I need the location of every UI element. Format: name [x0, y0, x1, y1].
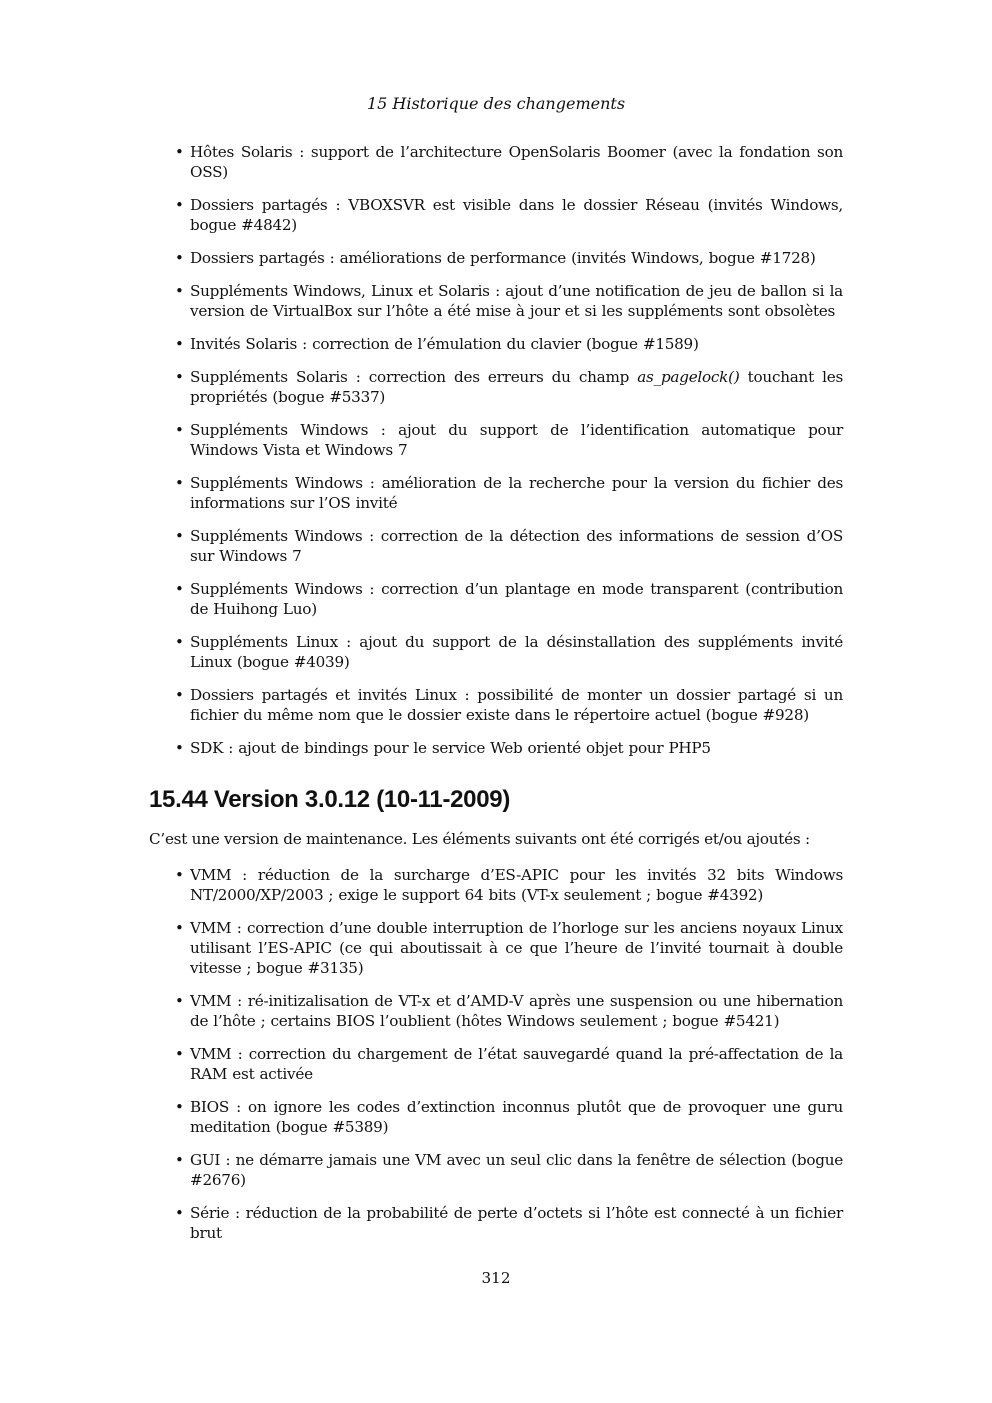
list-item-text: Invités Solaris : correction de l’émulation du clavier (bogue #1589) — [190, 335, 699, 353]
bullet-icon: • — [175, 633, 184, 651]
list-item-text: Suppléments Windows : amélioration de la recherche pour la version du fichier des informations sur l’OS invité — [190, 474, 843, 512]
bullet-icon: • — [175, 739, 184, 757]
changelog-list-version-3-0-12 — [149, 865, 843, 1243]
bullet-icon: • — [175, 196, 184, 214]
bullet-icon: • — [175, 421, 184, 439]
list-item — [175, 142, 843, 182]
list-item-text: Suppléments Windows, Linux et Solaris : ajout d’une notification de jeu de ballon si la version de VirtualBox sur l’hôte a été mise à jour et si les suppléments sont obsolètes — [190, 282, 843, 320]
bullet-icon: • — [175, 1204, 184, 1222]
page-number: 312 — [481, 1269, 511, 1287]
list-item — [175, 334, 843, 354]
list-item-text: Dossiers partagés : améliorations de performance (invités Windows, bogue #1728) — [190, 249, 816, 267]
bullet-icon: • — [175, 474, 184, 492]
list-item-text: VMM : correction du chargement de l’état sauvegardé quand la pré-affectation de la RAM est activée — [190, 1045, 843, 1083]
list-item — [175, 1044, 843, 1084]
list-item — [175, 632, 843, 672]
bullet-icon: • — [175, 919, 184, 937]
list-item — [175, 1150, 843, 1190]
bullet-icon: • — [175, 368, 184, 386]
list-item-text: Dossiers partagés et invités Linux : possibilité de monter un dossier partagé si un fichier du même nom que le dossier existe dans le répertoire actuel (bogue #928) — [190, 686, 843, 724]
bullet-icon: • — [175, 335, 184, 353]
list-item-text: Suppléments Windows : correction de la détection des informations de session d’OS sur Windows 7 — [190, 527, 843, 565]
bullet-icon: • — [175, 686, 184, 704]
list-item — [175, 579, 843, 619]
list-item — [175, 918, 843, 978]
bullet-icon: • — [175, 1151, 184, 1169]
list-item-text: VMM : ré-initizalisation de VT-x et d’AMD-V après une suspension ou une hibernation de l’hôte ; certains BIOS l’oublient (hôtes Windows seulement ; bogue #5421) — [190, 992, 843, 1030]
page-content — [149, 142, 843, 1256]
changelog-list-previous-version — [149, 142, 843, 758]
list-item-text: Dossiers partagés : VBOXSVR est visible dans le dossier Réseau (invités Windows, bogue #4842) — [190, 196, 843, 234]
list-item — [175, 685, 843, 725]
bullet-icon: • — [175, 1098, 184, 1116]
bullet-icon: • — [175, 527, 184, 545]
bullet-icon: • — [175, 249, 184, 267]
list-item-text: SDK : ajout de bindings pour le service Web orienté objet pour PHP5 — [190, 739, 711, 757]
list-item — [175, 526, 843, 566]
bullet-icon: • — [175, 992, 184, 1010]
list-item — [175, 991, 843, 1031]
list-item — [175, 420, 843, 460]
list-item-text: VMM : correction d’une double interruption de l’horloge sur les anciens noyaux Linux utilisant l’ES-APIC (ce qui aboutissait à ce que l’heure de l’invité tournait à double vitesse ; bogue #3135) — [190, 919, 843, 977]
list-item — [175, 1203, 843, 1243]
list-item-text: Hôtes Solaris : support de l’architecture OpenSolaris Boomer (avec la fondation son OSS) — [190, 143, 843, 181]
list-item — [175, 1097, 843, 1137]
section-heading: 15.44 Version 3.0.12 (10-11-2009) — [149, 786, 511, 813]
list-item-text: touchant les propriétés (bogue #5337) — [190, 368, 843, 406]
list-item — [175, 281, 843, 321]
bullet-icon: • — [175, 143, 184, 161]
bullet-icon: • — [175, 580, 184, 598]
bullet-icon: • — [175, 1045, 184, 1063]
list-item-text: Suppléments Windows : correction d’un plantage en mode transparent (contribution de Huihong Luo) — [190, 580, 843, 618]
code-function-name: as_pagelock() — [637, 368, 740, 386]
list-item — [175, 738, 843, 758]
section-intro: C’est une version de maintenance. Les éléments suivants ont été corrigés et/ou ajoutés : — [149, 830, 810, 848]
list-item-text: VMM : réduction de la surcharge d’ES-APIC pour les invités 32 bits Windows NT/2000/XP/2003 ; exige le support 64 bits (VT-x seulement ; bogue #4392) — [190, 866, 843, 904]
list-item-text: BIOS : on ignore les codes d’extinction inconnus plutôt que de provoquer une guru meditation (bogue #5389) — [190, 1098, 843, 1136]
list-item — [175, 473, 843, 513]
list-item-text: Suppléments Linux : ajout du support de la désinstallation des suppléments invité Linux (bogue #4039) — [190, 633, 843, 671]
bullet-icon: • — [175, 282, 184, 300]
list-item — [175, 195, 843, 235]
list-item-text: Suppléments Windows : ajout du support de l’identification automatique pour Windows Vista et Windows 7 — [190, 421, 843, 459]
running-header: 15 Historique des changements — [366, 94, 626, 113]
bullet-icon: • — [175, 866, 184, 884]
list-item-text: Série : réduction de la probabilité de perte d’octets si l’hôte est connecté à un fichier brut — [190, 1204, 843, 1242]
list-item-text: Suppléments Solaris : correction des erreurs du champ — [190, 368, 638, 386]
list-item — [175, 367, 843, 407]
list-item — [175, 865, 843, 905]
list-item-text: GUI : ne démarre jamais une VM avec un seul clic dans la fenêtre de sélection (bogue #2676) — [190, 1151, 843, 1189]
list-item — [175, 248, 843, 268]
